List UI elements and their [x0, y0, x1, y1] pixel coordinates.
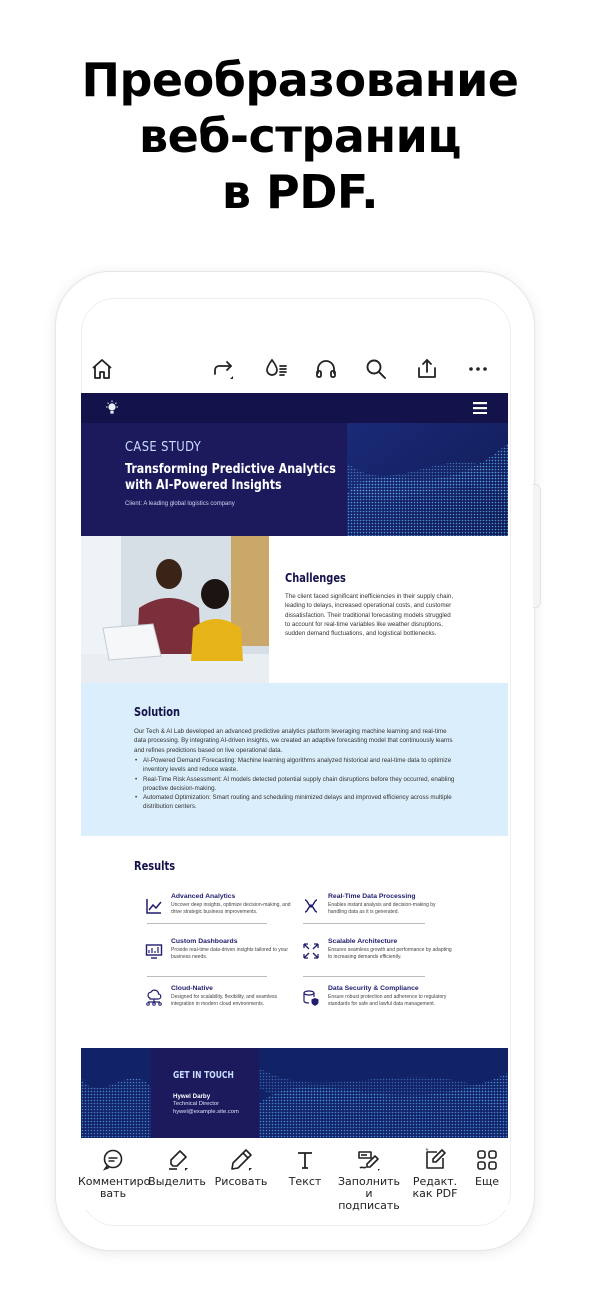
result-text: Ensure robust protection and adherence to regulatory standards for safe and lawful data management.: [328, 994, 447, 1007]
contact-heading: GET IN TOUCH: [173, 1070, 234, 1081]
headline-line-3: в PDF.: [221, 165, 379, 219]
list-item: • Real-Time Risk Assessment: AI models detected potential supply chain disruptions before they occurred, enabling proactive decision-making.: [134, 775, 456, 794]
tool-edit-pdf[interactable]: [400, 1140, 470, 1200]
headphones-icon[interactable]: [311, 354, 341, 384]
result-title: Data Security & Compliance: [328, 985, 419, 992]
edit-pdf-icon: [423, 1148, 447, 1172]
cloud-network-icon: [145, 989, 163, 1007]
wave-dots-graphic: [259, 1048, 508, 1138]
list-item: • Automated Optimization: Smart routing and scheduling minimized delays and improved efficiency across multiple distribution centers.: [134, 793, 456, 812]
result-text: Designed for scalability, flexibility, and seamless integration in modern cloud environments.: [171, 994, 277, 1007]
case-study-title: Transforming Predictive Analytics with AI-Powered Insights: [125, 461, 336, 493]
scale-arrows-icon: [302, 942, 320, 960]
result-item: [328, 938, 453, 961]
result-title: Real-Time Data Processing: [328, 893, 416, 900]
phone-side-button: [533, 484, 541, 608]
divider: [147, 976, 267, 977]
contact-role: Technical Director: [173, 1101, 220, 1107]
contact-email[interactable]: hywel@example.site.com: [173, 1109, 239, 1115]
menu-icon[interactable]: [473, 402, 487, 414]
solution-section: [81, 683, 508, 836]
result-text: Ensures seamless growth and performance by adapting to increasing demands efficiently.: [328, 947, 452, 960]
headline-line-1: Преобразование: [81, 53, 519, 107]
result-item: [171, 893, 296, 916]
draw-icon: [229, 1148, 253, 1172]
tool-label: Редакт. как PDF: [412, 1175, 458, 1200]
result-item: [328, 893, 453, 916]
solution-intro: Our Tech & AI Lab developed an advanced predictive analytics platform leveraging machine learning and real-time data processing. By integrating AI-driven insights, we created an adaptive forecasting model that continuously learns and refines predictions based on live operational data.: [134, 728, 453, 754]
result-text: Enables instant analysis and decision-making by handling data as it is generated.: [328, 902, 436, 915]
tool-label: Рисовать: [214, 1175, 268, 1188]
result-title: Custom Dashboards: [171, 938, 238, 945]
divider: [303, 976, 425, 977]
tool-more[interactable]: [465, 1140, 525, 1188]
divider: [303, 923, 425, 924]
tool-draw[interactable]: [206, 1140, 276, 1188]
data-security-icon: [302, 989, 320, 1007]
read-aloud-icon[interactable]: [261, 354, 291, 384]
solution-list: [134, 756, 456, 812]
tool-text[interactable]: [270, 1140, 340, 1188]
tool-fill-sign[interactable]: [334, 1140, 404, 1212]
share-icon[interactable]: [412, 354, 442, 384]
more-icon[interactable]: [463, 354, 493, 384]
tool-label: Выделить: [148, 1175, 206, 1188]
list-item: • AI-Powered Demand Forecasting: Machine learning algorithms analyzed historical and real-time data to optimize inventory levels and reduce waste.: [134, 756, 456, 775]
doc-nav-bar: [81, 393, 508, 423]
case-study-client: Client: A leading global logistics company: [125, 501, 235, 507]
search-icon[interactable]: [361, 354, 391, 384]
data-processing-icon: [302, 897, 320, 915]
home-icon[interactable]: [87, 354, 117, 384]
more-tools-icon: [475, 1148, 499, 1172]
wave-dots-graphic: [81, 1048, 151, 1138]
result-title: Scalable Architecture: [328, 938, 398, 945]
result-title: Advanced Analytics: [171, 893, 236, 900]
tool-comment[interactable]: [78, 1140, 151, 1200]
comment-icon: [101, 1148, 125, 1172]
promo-headline: [0, 52, 600, 220]
fill-sign-icon: [357, 1148, 381, 1172]
tool-highlight[interactable]: [142, 1140, 212, 1188]
challenges-heading: Challenges: [285, 571, 346, 585]
tool-label: Текст: [288, 1175, 322, 1188]
solution-heading: Solution: [134, 705, 181, 719]
analytics-chart-icon: [145, 897, 163, 915]
contact-name: Hywel Darby: [173, 1093, 211, 1100]
result-item: [171, 938, 296, 961]
wave-dots-graphic: [347, 423, 508, 536]
headline-line-2: веб-страниц: [138, 109, 462, 163]
tool-label: Заполнить и подписать: [338, 1175, 400, 1212]
tool-label: Комментиро вать: [78, 1175, 151, 1200]
contact-banner: [81, 1048, 508, 1138]
result-item: [328, 985, 453, 1008]
lightbulb-icon: [105, 400, 119, 416]
pdf-document-page[interactable]: [81, 393, 508, 1138]
bottom-tools-bar: [78, 1140, 508, 1212]
result-item: [171, 985, 296, 1008]
text-icon: [293, 1148, 317, 1172]
result-text: Uncover deep insights, optimize decision-making, and drive strategic business improvements.: [171, 902, 291, 915]
challenges-text: The client faced significant inefficiencies in their supply chain, leading to delays, increased operational costs, and customer dissatisfaction. Their traditional forecasting models struggled to account for real-time variables like weather disruptions, sudden demand fluctuations, and logistical bottlenecks.: [285, 593, 454, 638]
team-photo: [81, 536, 269, 683]
highlight-icon: [165, 1148, 189, 1172]
redo-icon[interactable]: [208, 354, 238, 384]
divider: [147, 923, 267, 924]
case-study-hero: [81, 423, 508, 536]
result-text: Provide real-time data-driven insights tailored to your business needs.: [171, 947, 288, 960]
tool-label: Еще: [475, 1175, 500, 1188]
dashboard-icon: [145, 942, 163, 960]
result-title: Cloud-Native: [171, 985, 213, 992]
results-heading: Results: [134, 859, 176, 873]
case-study-label: CASE STUDY: [125, 439, 202, 455]
app-toolbar: [81, 350, 511, 388]
